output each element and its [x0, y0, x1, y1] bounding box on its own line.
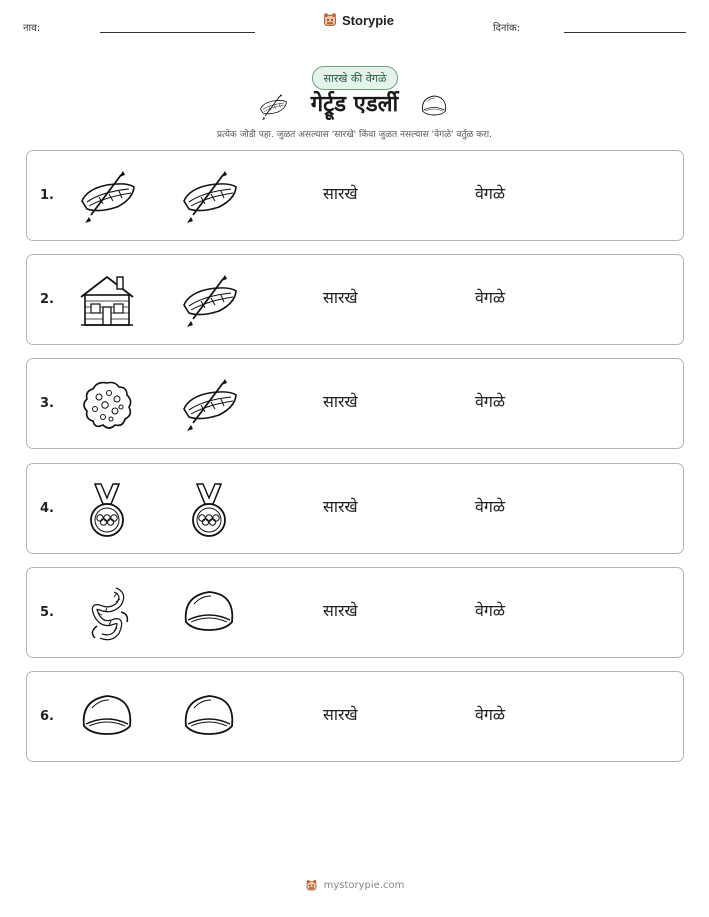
- mascot-icon: [305, 879, 318, 892]
- topic-pill: सारखे की वेगळे: [312, 66, 398, 90]
- page-title: गेर्ट्रूड एडर्ली: [310, 92, 399, 117]
- different-option[interactable]: वेगळे: [475, 705, 506, 724]
- different-option[interactable]: वेगळे: [475, 601, 506, 620]
- cabin-icon: [77, 271, 137, 331]
- mascot-icon: [322, 12, 338, 28]
- row-number: 1.: [40, 188, 54, 203]
- name-label: नाव:: [23, 23, 41, 34]
- footer-site[interactable]: mystorypie.com: [323, 880, 405, 891]
- exercise-row: [26, 463, 684, 554]
- row-number: 4.: [40, 501, 54, 516]
- rowboat-icon: [179, 167, 239, 227]
- rope-knot-icon: [77, 584, 137, 644]
- row-number: 5.: [40, 605, 54, 620]
- date-label: दिनांक:: [493, 23, 521, 34]
- brand-name: Storypie: [342, 12, 395, 28]
- same-option[interactable]: सारखे: [323, 497, 358, 516]
- olympic-medal-icon: [77, 480, 137, 540]
- swim-cap-icon: [179, 688, 239, 748]
- same-option[interactable]: सारखे: [323, 184, 358, 203]
- rowboat-icon: [179, 375, 239, 435]
- different-option[interactable]: वेगळे: [475, 288, 506, 307]
- row-number: 3.: [40, 396, 54, 411]
- different-option[interactable]: वेगळे: [475, 497, 506, 516]
- sponge-icon: [77, 375, 137, 435]
- name-field[interactable]: [100, 32, 255, 33]
- exercise-row: [26, 150, 684, 241]
- exercise-row: [26, 567, 684, 658]
- brand-logo: [322, 12, 394, 28]
- swim-cap-icon: [77, 688, 137, 748]
- row-number: 2.: [40, 292, 54, 307]
- same-option[interactable]: सारखे: [323, 601, 358, 620]
- same-option[interactable]: सारखे: [323, 705, 358, 724]
- date-field[interactable]: [564, 32, 686, 33]
- instructions: प्रत्येक जोडी पहा. जुळत असल्यास 'सारखे' किंवा जुळत नसल्यास 'वेगळे' वर्तुळ करा.: [216, 130, 492, 140]
- swim-cap-icon: [418, 92, 450, 122]
- different-option[interactable]: वेगळे: [475, 184, 506, 203]
- footer: [0, 879, 709, 892]
- same-option[interactable]: सारखे: [323, 288, 358, 307]
- exercise-row: [26, 671, 684, 762]
- exercise-row: [26, 254, 684, 345]
- rowboat-icon: [179, 271, 239, 331]
- different-option[interactable]: वेगळे: [475, 392, 506, 411]
- same-option[interactable]: सारखे: [323, 392, 358, 411]
- olympic-medal-icon: [179, 480, 239, 540]
- rowboat-icon: [77, 167, 137, 227]
- row-number: 6.: [40, 709, 54, 724]
- swim-cap-icon: [179, 584, 239, 644]
- exercise-row: [26, 358, 684, 449]
